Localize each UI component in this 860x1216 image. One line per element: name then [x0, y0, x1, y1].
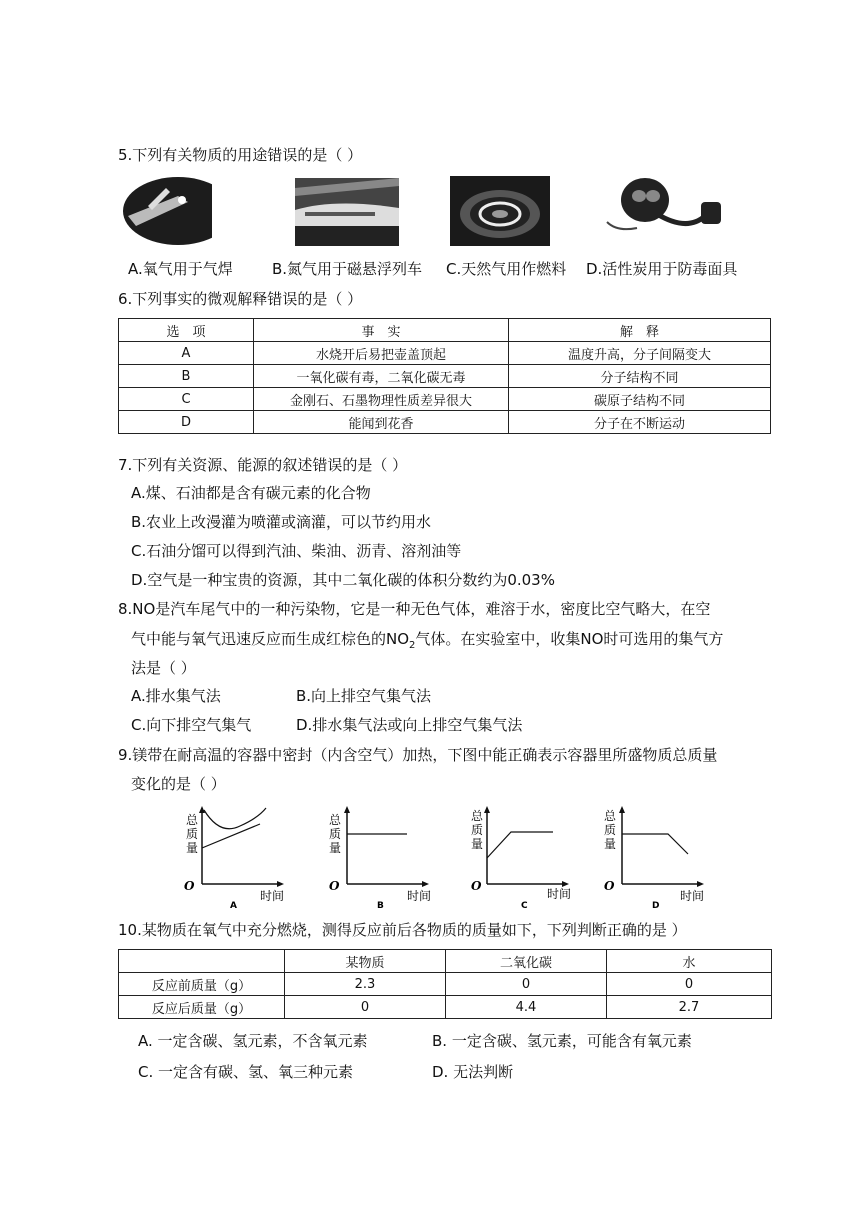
- table-cell: 金刚石、石墨物理性质差异很大: [254, 388, 509, 411]
- q8-option-c: C.向下排空气集气: [131, 716, 252, 734]
- graph-ylabel: 量: [604, 837, 617, 851]
- graph-ylabel: 量: [186, 841, 199, 855]
- table-header: 水: [607, 950, 772, 973]
- q8-subscript: 2: [409, 640, 416, 651]
- table-header: 某物质: [285, 950, 446, 973]
- table-header: [119, 950, 285, 973]
- table-cell: 分子结构不同: [509, 365, 771, 388]
- gas-mask-image: [597, 172, 725, 246]
- graph-ylabel: 质: [329, 827, 342, 841]
- q7-option-c: C.石油分馏可以得到汽油、柴油、沥青、溶剂油等: [131, 542, 462, 560]
- table-cell: 0: [607, 973, 772, 996]
- welding-image: [118, 176, 212, 246]
- q9-line-1: 9.镁带在耐高温的容器中密封（内含空气）加热，下图中能正确表示容器里所盛物质总质量: [118, 746, 718, 764]
- x-axis-arrow: [697, 881, 704, 887]
- x-axis-arrow: [422, 881, 429, 887]
- q7-option-b: B.农业上改漫灌为喷灌或滴灌，可以节约用水: [131, 513, 432, 531]
- table-row: [119, 342, 771, 365]
- table-header: 事 实: [254, 319, 509, 342]
- graph-ylabel: 量: [329, 841, 342, 855]
- graph-ylabel: 总: [604, 809, 617, 823]
- graph-ylabel: 质: [186, 827, 199, 841]
- table-cell: 温度升高，分子间隔变大: [509, 342, 771, 365]
- q10-table: [118, 949, 772, 1019]
- gas-stove-image: [450, 176, 550, 246]
- table-cell: 水烧开后易把壶盖顶起: [254, 342, 509, 365]
- graph-ylabel: 总: [471, 809, 484, 823]
- q6-table: [118, 318, 771, 434]
- q10-stem: 10.某物质在氧气中充分燃烧，测得反应前后各物质的质量如下，下列判断正确的是 ）: [118, 921, 687, 939]
- y-axis-arrow: [619, 806, 625, 813]
- table-cell: D: [119, 411, 254, 434]
- table-cell: 2.3: [285, 973, 446, 996]
- graph-label-c: C: [521, 901, 528, 911]
- table-cell: 一氧化碳有毒，二氧化碳无毒: [254, 365, 509, 388]
- table-cell: 0: [285, 996, 446, 1019]
- q8-line-2b: 气体。在实验室中，收集NO时可选用的集气方: [415, 630, 724, 648]
- q8-line-3: 法是（ ）: [131, 659, 196, 677]
- graph-ylabel: 质: [604, 823, 617, 837]
- maglev-train-image: [295, 178, 399, 246]
- table-cell: B: [119, 365, 254, 388]
- graph-xlabel: 时间: [260, 889, 285, 903]
- q5-option-b: B.氮气用于磁悬浮列车: [272, 260, 423, 278]
- table-header-row: [119, 319, 771, 342]
- q6-stem: 6.下列事实的微观解释错误的是（ ）: [118, 290, 363, 308]
- table-cell: 碳原子结构不同: [509, 388, 771, 411]
- q8-option-a: A.排水集气法: [131, 687, 221, 705]
- table-row: [119, 411, 771, 434]
- table-cell: 2.7: [607, 996, 772, 1019]
- q9-line-2: 变化的是（ ）: [131, 775, 226, 793]
- q8-line-2a: 气中能与氧气迅速反应而生成红棕色的NO: [131, 630, 410, 648]
- q5-option-a: A.氧气用于气焊: [128, 260, 233, 278]
- table-header: 解 释: [509, 319, 771, 342]
- graph-ylabel: 总: [329, 813, 342, 827]
- y-axis-arrow: [199, 806, 205, 813]
- table-cell: 能闻到花香: [254, 411, 509, 434]
- table-row: [119, 973, 772, 996]
- table-row: [119, 996, 772, 1019]
- q10-option-a: A. 一定含碳、氢元素，不含氧元素: [138, 1032, 368, 1050]
- q7-stem: 7.下列有关资源、能源的叙述错误的是（ ）: [118, 456, 408, 474]
- graph-label-d: D: [652, 901, 660, 911]
- y-axis-arrow: [344, 806, 350, 813]
- table-cell: 反应前质量（g）: [119, 973, 285, 996]
- graph-ylabel: 量: [471, 837, 484, 851]
- table-cell: 分子在不断运动: [509, 411, 771, 434]
- q10-option-d: D. 无法判断: [432, 1063, 514, 1081]
- table-cell: 0: [446, 973, 607, 996]
- q5-stem: 5.下列有关物质的用途错误的是（ ）: [118, 146, 363, 164]
- q10-option-c: C. 一定含有碳、氢、氧三种元素: [138, 1063, 354, 1081]
- x-axis-arrow: [277, 881, 284, 887]
- graph-label-a: A: [230, 901, 237, 911]
- y-axis-arrow: [484, 806, 490, 813]
- graph-line: [487, 832, 553, 858]
- graph-ylabel: 质: [471, 823, 484, 837]
- table-cell: A: [119, 342, 254, 365]
- table-cell: C: [119, 388, 254, 411]
- graph-ylabel: 总: [186, 813, 199, 827]
- graph-b: [325, 806, 435, 910]
- graph-xlabel: 时间: [547, 887, 572, 901]
- table-row: [119, 365, 771, 388]
- q7-option-d: D.空气是一种宝贵的资源，其中二氧化碳的体积分数约为0.03%: [131, 571, 555, 589]
- graph-label-b: B: [377, 901, 384, 911]
- q10-option-b: B. 一定含碳、氢元素，可能含有氧元素: [432, 1032, 692, 1050]
- graph-c: [467, 806, 577, 910]
- q7-option-a: A.煤、石油都是含有碳元素的化合物: [131, 484, 371, 502]
- q5-option-c: C.天然气用作燃料: [446, 260, 567, 278]
- graph-origin: O: [604, 879, 615, 893]
- q8-line-1: 8.NO是汽车尾气中的一种污染物，它是一种无色气体，难溶于水，密度比空气略大，在空: [118, 600, 711, 618]
- table-cell: 反应后质量（g）: [119, 996, 285, 1019]
- graph-xlabel: 时间: [407, 889, 432, 903]
- q8-option-b: B.向上排空气集气法: [296, 687, 432, 705]
- table-header: 二氧化碳: [446, 950, 607, 973]
- table-cell: 4.4: [446, 996, 607, 1019]
- table-header-row: [119, 950, 772, 973]
- q8-option-d: D.排水集气法或向上排空气集气法: [296, 716, 523, 734]
- graph-origin: O: [184, 879, 195, 893]
- graph-a: [180, 806, 290, 910]
- table-header: 选 项: [119, 319, 254, 342]
- graph-xlabel: 时间: [680, 889, 705, 903]
- graph-line: [202, 824, 260, 848]
- graph-line: [622, 834, 688, 854]
- q8-line-2: [131, 629, 723, 656]
- table-row: [119, 388, 771, 411]
- graph-origin: O: [471, 879, 482, 893]
- graph-d: [600, 806, 710, 910]
- q5-option-d: D.活性炭用于防毒面具: [586, 260, 738, 278]
- graph-origin: O: [329, 879, 340, 893]
